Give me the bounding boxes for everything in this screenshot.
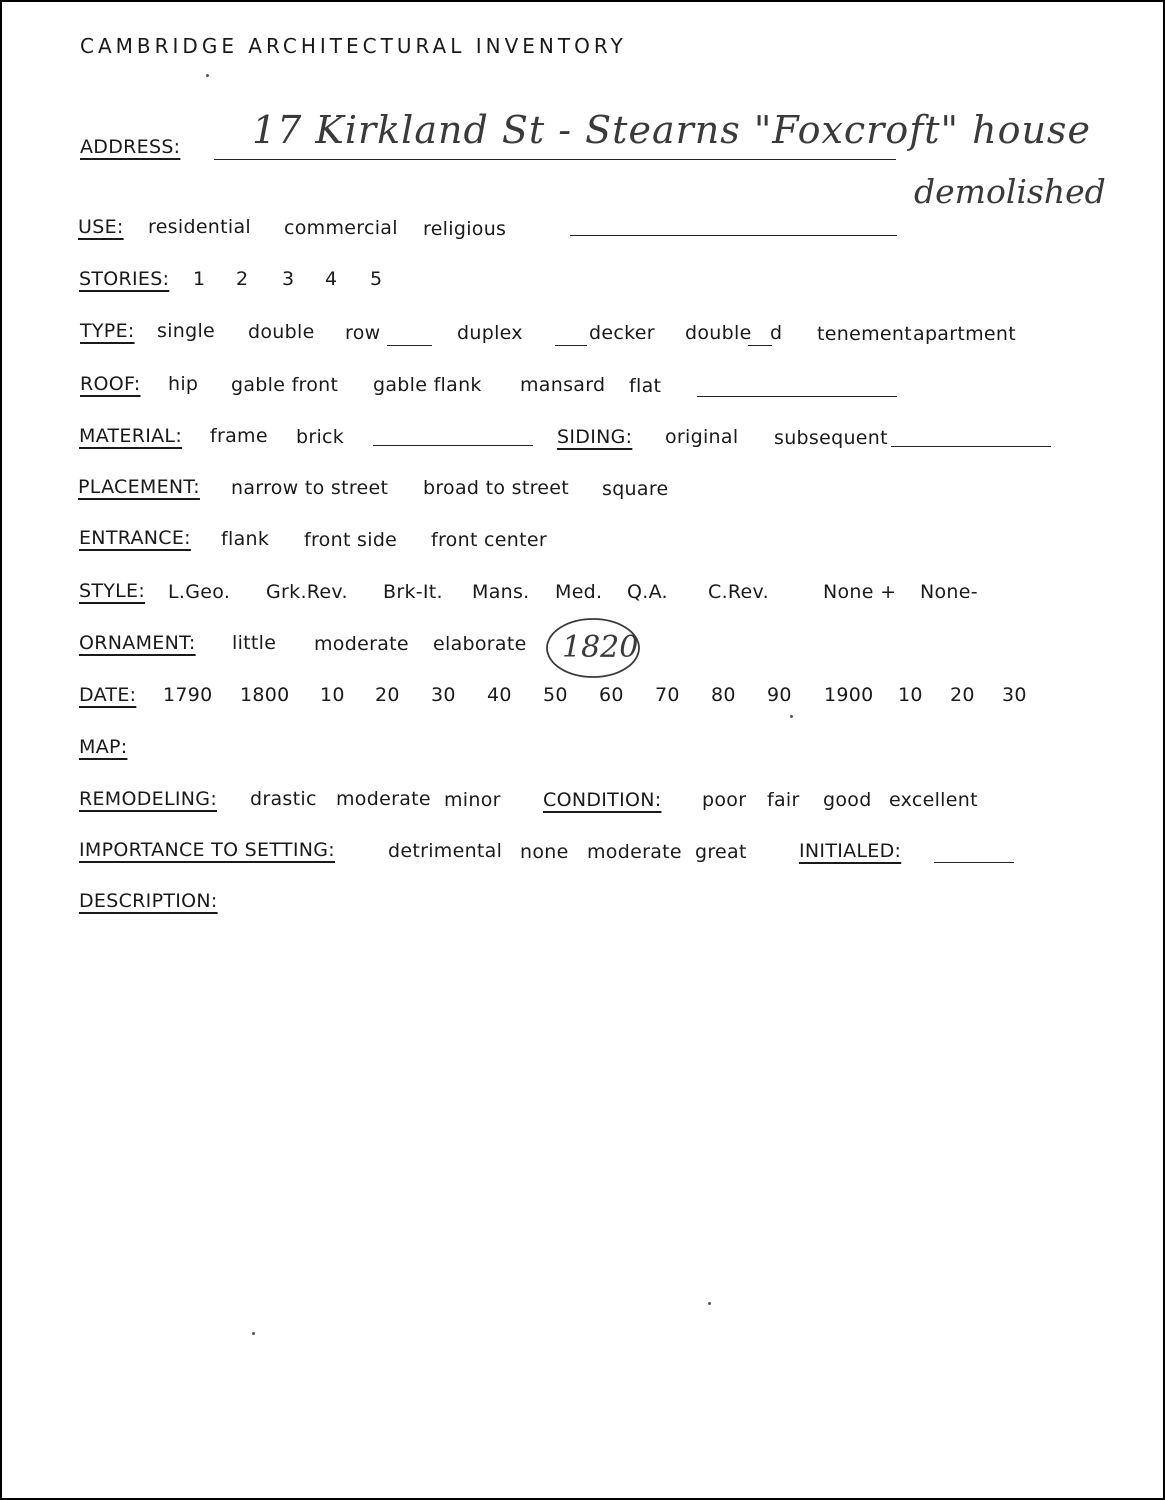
type-option: duplex (457, 322, 523, 344)
roof-label: ROOF: (80, 373, 141, 395)
date-option: 60 (599, 684, 624, 706)
type-option: apartment (913, 323, 1016, 345)
ornament-option: elaborate (433, 633, 527, 655)
type-option: single (157, 320, 216, 342)
scan-speck (206, 74, 209, 77)
address-label: ADDRESS: (80, 136, 181, 158)
date-option: 40 (487, 684, 512, 706)
importance-option: detrimental (388, 840, 503, 862)
placement-label: PLACEMENT: (78, 476, 200, 498)
date-option: 30 (1002, 684, 1027, 706)
siding-label: SIDING: (557, 426, 633, 448)
date-option: 80 (711, 684, 736, 706)
roof-option: gable front (231, 374, 339, 396)
use-option: religious (423, 218, 507, 240)
scan-speck (252, 1332, 255, 1335)
handwritten-date: 1820 (562, 630, 639, 665)
remodeling-option: drastic (250, 788, 317, 810)
roof-option: gable flank (373, 374, 482, 396)
use-option: residential (148, 216, 252, 238)
entrance-option: flank (221, 528, 270, 550)
type-option: double (685, 322, 752, 344)
style-label: STYLE: (79, 580, 146, 602)
stories-option: 2 (236, 268, 249, 290)
type-option: decker (589, 322, 655, 344)
type-option: tenement (817, 323, 912, 345)
date-option: 1800 (240, 684, 290, 706)
material-blank (373, 445, 533, 446)
type-label: TYPE: (80, 320, 135, 342)
ornament-label: ORNAMENT: (79, 632, 196, 654)
roof-option: flat (629, 375, 662, 397)
style-option: None- (920, 581, 978, 603)
date-option: 90 (767, 684, 792, 706)
importance-option: great (695, 841, 747, 863)
style-option: Q.A. (627, 581, 668, 603)
style-option: L.Geo. (168, 581, 231, 603)
style-option: C.Rev. (708, 581, 769, 603)
importance-option: none (520, 841, 569, 863)
roof-option: mansard (520, 374, 606, 396)
remodeling-option: minor (444, 789, 501, 811)
address-handwritten: 17 Kirkland St - Stearns "Foxcroft" house (252, 108, 1091, 152)
placement-option: broad to street (423, 477, 570, 499)
use-label: USE: (78, 216, 124, 238)
entrance-option: front center (431, 529, 547, 551)
date-option: 30 (431, 684, 456, 706)
date-option: 20 (375, 684, 400, 706)
style-option: Grk.Rev. (266, 581, 348, 603)
material-label: MATERIAL: (79, 425, 183, 447)
demolished-note: demolished (914, 172, 1106, 211)
condition-option: good (823, 789, 872, 811)
siding-option: subsequent (774, 427, 888, 449)
roof-blank (697, 396, 897, 397)
scan-speck (790, 715, 793, 718)
style-option: Med. (555, 581, 603, 603)
row-blank (387, 345, 432, 346)
stories-option: 1 (193, 268, 206, 290)
address-line (214, 159, 896, 160)
style-option: Brk-It. (383, 581, 443, 603)
placement-option: square (602, 478, 669, 500)
date-option: 10 (320, 684, 345, 706)
map-label: MAP: (79, 736, 128, 758)
siding-option: original (665, 426, 739, 448)
material-option: brick (296, 426, 345, 448)
roof-option: hip (168, 373, 199, 395)
stories-option: 3 (282, 268, 295, 290)
use-blank (570, 235, 897, 236)
date-option: 10 (898, 684, 923, 706)
ornament-option: moderate (314, 633, 409, 655)
date-option: 50 (543, 684, 568, 706)
remodeling-option: moderate (336, 788, 431, 810)
style-option: Mans. (472, 581, 530, 603)
style-option: None + (823, 581, 897, 603)
decker-blank (555, 345, 587, 346)
material-option: frame (210, 425, 268, 447)
condition-option: poor (702, 789, 747, 811)
use-option: commercial (284, 217, 398, 239)
remodeling-label: REMODELING: (79, 788, 218, 810)
condition-label: CONDITION: (543, 789, 662, 811)
date-option: 70 (655, 684, 680, 706)
siding-blank (891, 446, 1051, 447)
entrance-option: front side (304, 529, 398, 551)
double-d-blank (748, 345, 772, 346)
initialed-label: INITIALED: (799, 840, 902, 862)
ornament-option: little (232, 632, 277, 654)
stories-label: STORIES: (79, 268, 170, 290)
importance-label: IMPORTANCE TO SETTING: (79, 839, 335, 861)
date-option: 1900 (824, 684, 874, 706)
type-option: row (345, 322, 381, 344)
form-title: CAMBRIDGE ARCHITECTURAL INVENTORY (80, 34, 627, 58)
type-option: double (248, 321, 315, 343)
description-label: DESCRIPTION: (79, 890, 218, 912)
date-label: DATE: (79, 684, 137, 706)
importance-option: moderate (587, 841, 682, 863)
date-option: 20 (950, 684, 975, 706)
scan-speck (708, 1302, 711, 1305)
initialed-blank (934, 862, 1014, 863)
stories-option: 5 (370, 268, 383, 290)
placement-option: narrow to street (231, 477, 389, 499)
entrance-label: ENTRANCE: (79, 527, 191, 549)
date-option: 1790 (163, 684, 213, 706)
condition-option: excellent (889, 789, 978, 811)
condition-option: fair (767, 789, 800, 811)
stories-option: 4 (325, 268, 338, 290)
type-option: d (770, 322, 783, 344)
